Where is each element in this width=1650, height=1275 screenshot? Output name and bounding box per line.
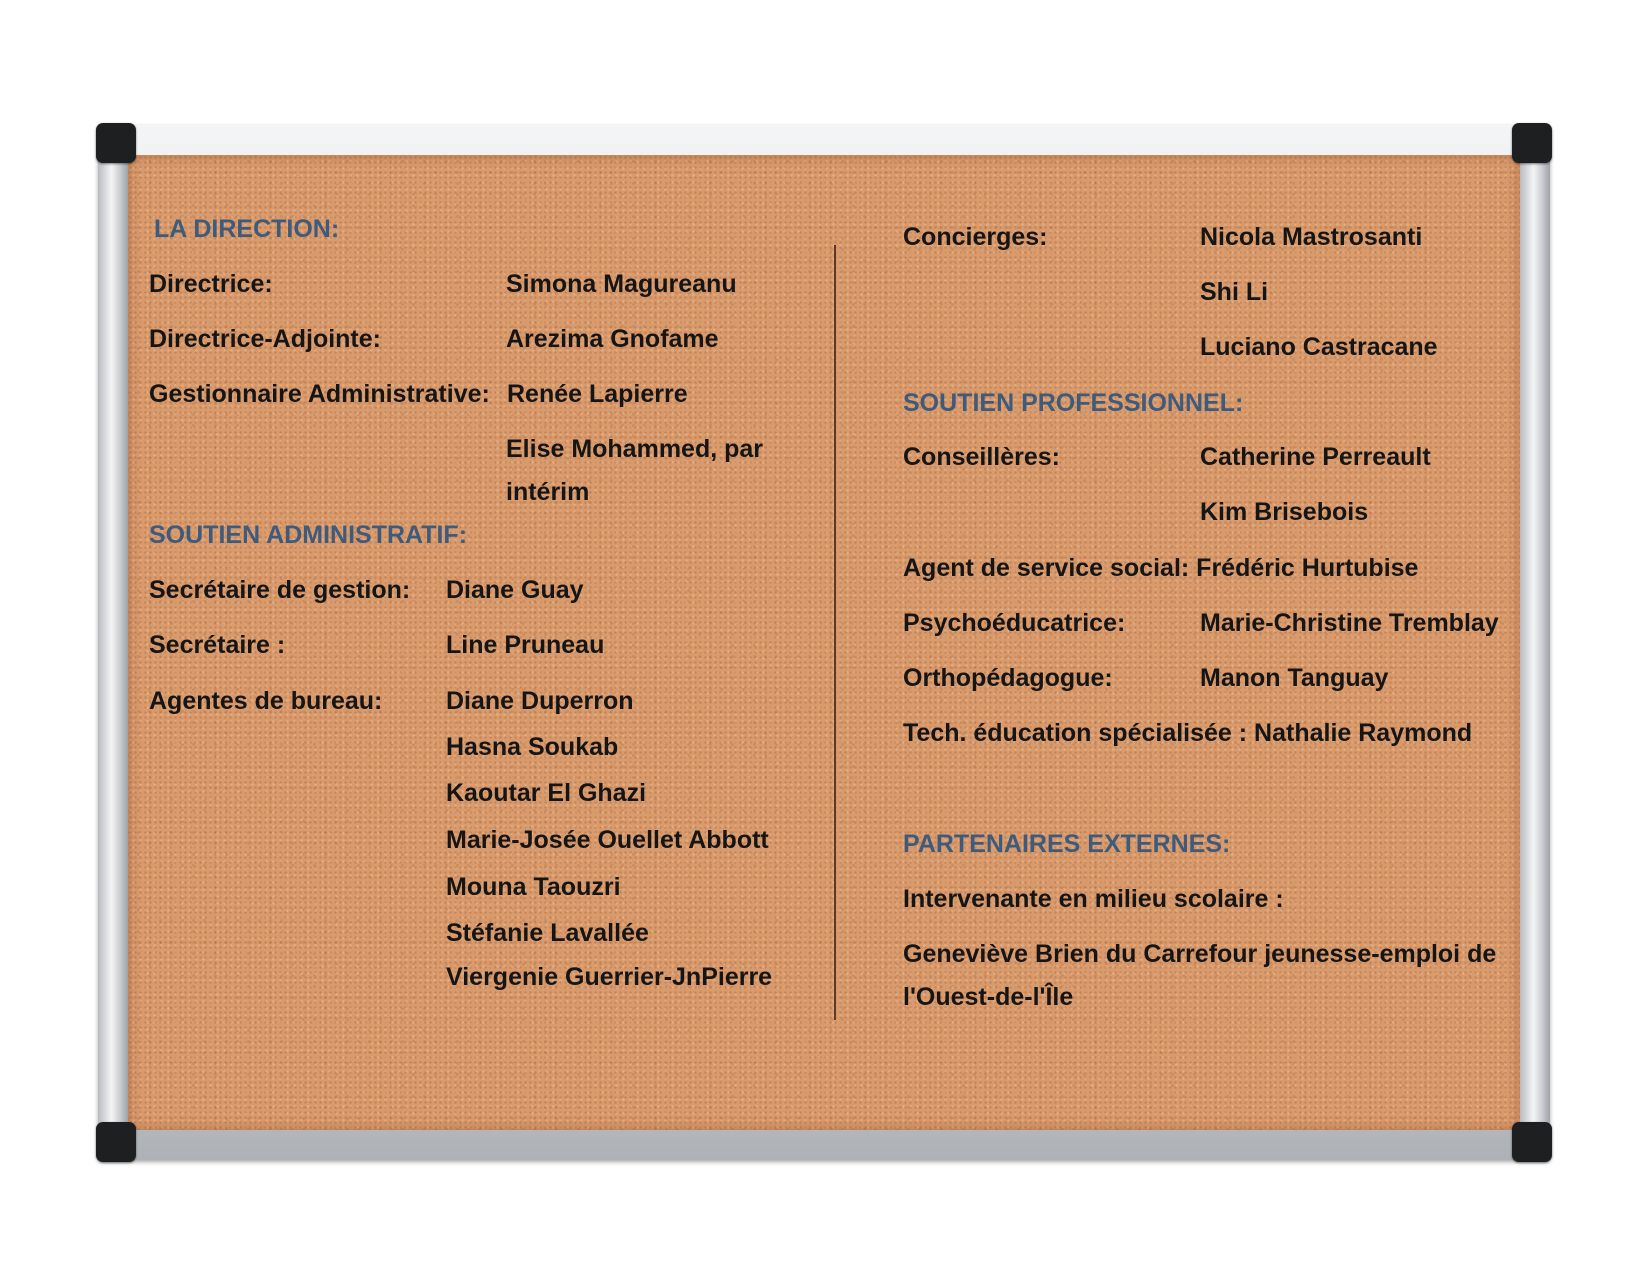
partner-role: Intervenante en milieu scolaire : [903, 885, 1284, 913]
role-line-special-ed: Tech. éducation spécialisée : Nathalie Raymond [903, 719, 1473, 747]
role-label: Psychoéducatrice: [903, 609, 1126, 637]
staff-name: intérim [506, 478, 590, 506]
staff-name: Nicola Mastrosanti [1200, 223, 1423, 251]
staff-name: Kaoutar El Ghazi [446, 779, 647, 807]
section-heading-partners: PARTENAIRES EXTERNES: [903, 830, 1231, 858]
staff-name: Arezima Gnofame [506, 325, 719, 353]
cork-surface [128, 155, 1520, 1130]
staff-name: Diane Guay [446, 576, 584, 604]
section-heading-direction: LA DIRECTION: [154, 215, 340, 243]
role-label: Directrice-Adjointe: [149, 325, 381, 353]
staff-name: Renée Lapierre [507, 380, 688, 408]
staff-name: Diane Duperron [446, 687, 634, 715]
staff-name: Hasna Soukab [446, 733, 619, 761]
staff-name: Marie-Christine Tremblay [1200, 609, 1499, 637]
frame-right-rail [1520, 125, 1550, 1160]
role-label: Secrétaire de gestion: [149, 576, 411, 604]
role-line-social-worker: Agent de service social: Frédéric Hurtubise [903, 554, 1419, 582]
role-label: Directrice: [149, 270, 273, 298]
section-heading-professional: SOUTIEN PROFESSIONNEL: [903, 389, 1244, 417]
role-label: Secrétaire : [149, 631, 286, 659]
staff-name: Simona Magureanu [506, 270, 737, 298]
role-label: Gestionnaire Administrative: [149, 380, 490, 408]
staff-name: Mouna Taouzri [446, 873, 621, 901]
frame-left-rail [98, 125, 128, 1160]
role-label: Orthopédagogue: [903, 664, 1113, 692]
staff-name: Line Pruneau [446, 631, 605, 659]
staff-name: Marie-Josée Ouellet Abbott [446, 826, 769, 854]
partner-description: Geneviève Brien du Carrefour jeunesse-emploi de [903, 940, 1497, 968]
corner-cap-icon [1512, 1122, 1552, 1162]
staff-name: Luciano Castracane [1200, 333, 1438, 361]
column-divider [834, 245, 836, 1020]
staff-name: Shi Li [1200, 278, 1269, 306]
role-label: Agentes de bureau: [149, 687, 383, 715]
role-label: Conseillères: [903, 443, 1061, 471]
staff-name: Stéfanie Lavallée [446, 919, 649, 947]
staff-name: Elise Mohammed, par [506, 435, 764, 463]
role-label: Concierges: [903, 223, 1048, 251]
corner-cap-icon [96, 123, 136, 163]
staff-name: Catherine Perreault [1200, 443, 1431, 471]
staff-name: Manon Tanguay [1200, 664, 1389, 692]
partner-description: l'Ouest-de-l'Île [903, 983, 1074, 1011]
staff-name: Kim Brisebois [1200, 498, 1369, 526]
corner-cap-icon [1512, 123, 1552, 163]
corner-cap-icon [96, 1122, 136, 1162]
section-heading-admin: SOUTIEN ADMINISTRATIF: [149, 521, 468, 549]
staff-name: Viergenie Guerrier-JnPierre [446, 963, 773, 991]
bulletin-board [98, 125, 1550, 1160]
